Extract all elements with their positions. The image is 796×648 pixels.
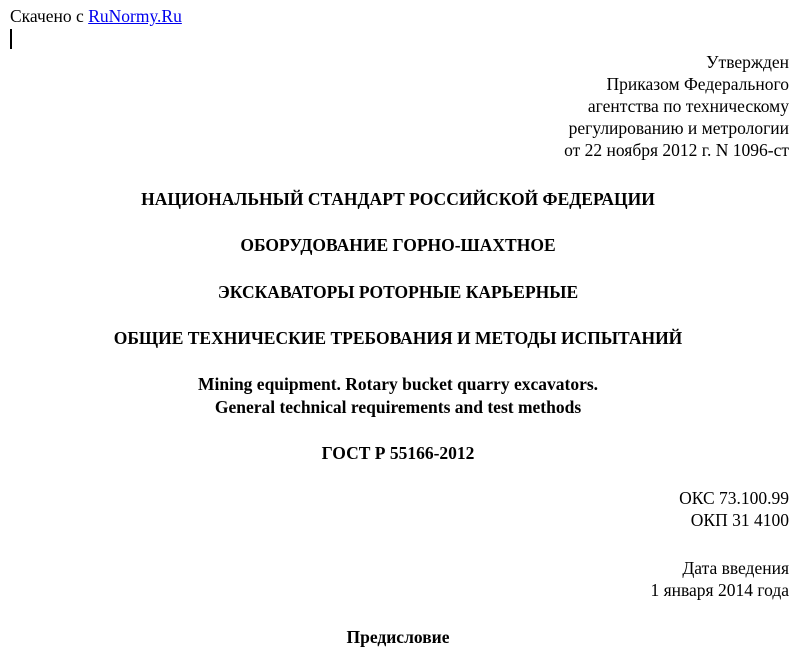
approval-block <box>564 51 789 161</box>
introduction-label: Дата введения <box>682 558 789 578</box>
approval-line: агентства по техническому <box>587 96 789 116</box>
text-cursor <box>10 29 12 49</box>
introduction-date: 1 января 2014 года <box>650 580 789 600</box>
equipment-heading: ОБОРУДОВАНИЕ ГОРНО-ШАХТНОЕ <box>240 235 556 255</box>
approval-line: Приказом Федерального <box>606 74 789 94</box>
introduction-date-block <box>650 557 789 601</box>
subject-heading: ЭКСКАВАТОРЫ РОТОРНЫЕ КАРЬЕРНЫЕ <box>217 282 579 302</box>
standard-type-heading: НАЦИОНАЛЬНЫЙ СТАНДАРТ РОССИЙСКОЙ ФЕДЕРАЦИИ <box>141 189 655 209</box>
english-title-line-1: Mining equipment. Rotary bucket quarry excavators. <box>197 374 599 394</box>
approval-line: Утвержден <box>706 52 789 72</box>
classification-codes <box>679 487 789 531</box>
scope-heading: ОБЩИЕ ТЕХНИЧЕСКИЕ ТРЕБОВАНИЯ И МЕТОДЫ ИСПЫТАНИЙ <box>113 328 683 348</box>
oks-code: ОКС 73.100.99 <box>679 488 789 508</box>
okp-code: ОКП 31 4100 <box>690 510 789 530</box>
approval-line: регулированию и метрологии <box>568 118 789 138</box>
source-prefix: Скачено с <box>10 6 89 26</box>
english-title-line-2: General technical requirements and test methods <box>214 397 582 417</box>
gost-number: ГОСТ Р 55166-2012 <box>321 443 475 463</box>
foreword-heading: Предисловие <box>346 627 450 647</box>
source-note <box>10 5 182 27</box>
approval-line: от 22 ноября 2012 г. N 1096-ст <box>564 140 789 160</box>
source-link[interactable]: RuNormy.Ru <box>88 6 182 26</box>
